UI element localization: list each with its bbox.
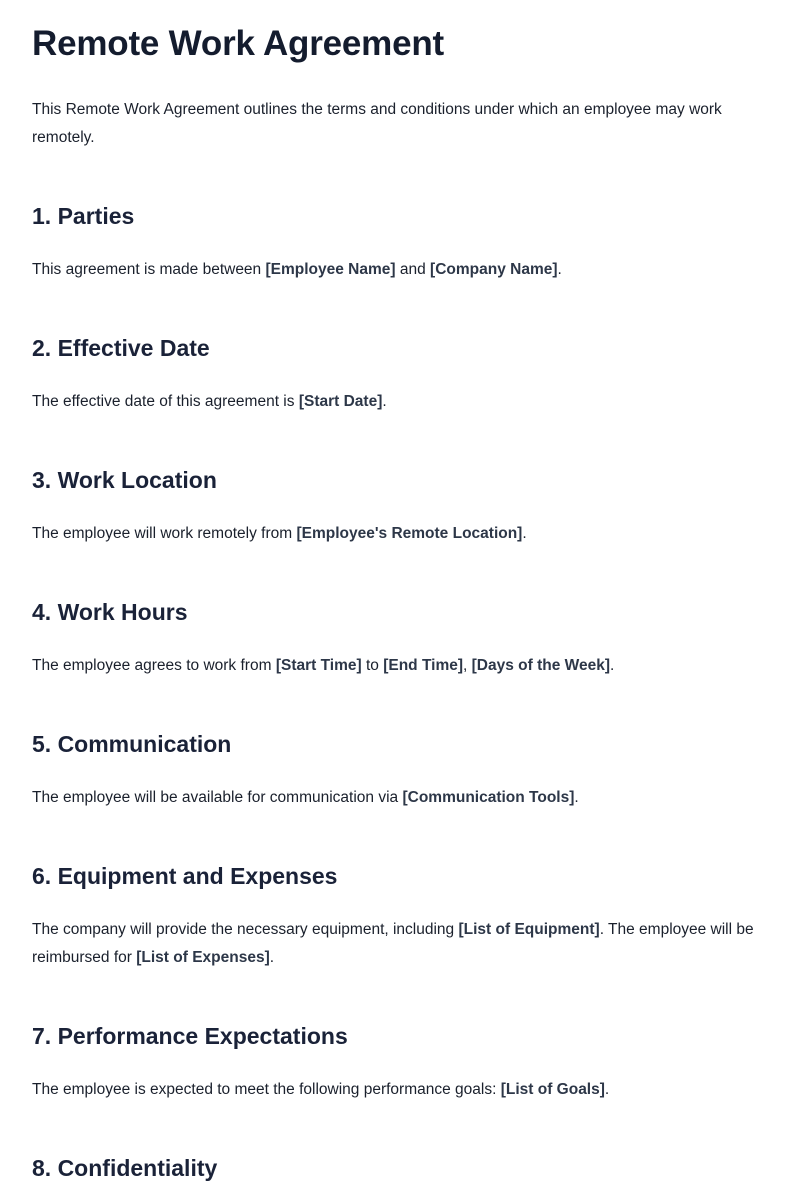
section-body-communication: [32, 784, 762, 812]
body-text: The employee will be available for communication via: [32, 789, 403, 806]
section-heading-work-location: 3. Work Location: [32, 467, 217, 493]
placeholder-list-of-expenses: [List of Expenses]: [136, 949, 270, 966]
body-text: ,: [463, 657, 472, 674]
body-text: . The employee will be reimbursed for: [32, 921, 754, 966]
section-heading-confidentiality: 8. Confidentiality: [32, 1155, 218, 1181]
body-text: and: [395, 261, 431, 278]
placeholder-communication-tools: [Communication Tools]: [402, 789, 575, 806]
body-text: to: [361, 657, 384, 674]
body-text: This agreement is made between: [32, 261, 266, 278]
body-text: .: [604, 1081, 610, 1098]
section-body-equipment-expenses: [32, 916, 762, 972]
placeholder-company-name: [Company Name]: [430, 261, 558, 278]
body-text: .: [522, 525, 527, 542]
body-text: The employee agrees to work from: [32, 657, 276, 674]
body-text: .: [382, 393, 387, 410]
body-text: .: [269, 949, 275, 966]
body-text: The company will provide the necessary equipment, including: [32, 921, 459, 938]
section-body-work-location: [32, 520, 762, 548]
body-text: The effective date of this agreement is: [32, 393, 299, 410]
section-heading-effective-date: 2. Effective Date: [32, 335, 210, 361]
body-text: .: [557, 261, 562, 278]
placeholder-end-time: [End Time]: [383, 657, 464, 674]
placeholder-list-of-goals: [List of Goals]: [500, 1081, 605, 1098]
section-heading-performance: 7. Performance Expectations: [32, 1023, 348, 1049]
section-body-effective-date: [32, 388, 762, 416]
section-heading-parties: 1. Parties: [32, 203, 135, 229]
section-body-work-hours: [32, 652, 762, 680]
placeholder-days-of-week: [Days of the Week]: [471, 657, 611, 674]
document-title: Remote Work Agreement: [32, 24, 445, 63]
section-heading-work-hours: 4. Work Hours: [32, 599, 188, 625]
placeholder-employee-name: [Employee Name]: [265, 261, 396, 278]
placeholder-remote-location: [Employee's Remote Location]: [296, 525, 523, 542]
section-heading-equipment-expenses: 6. Equipment and Expenses: [32, 863, 338, 889]
body-text: The employee will work remotely from: [32, 525, 297, 542]
body-text: .: [574, 789, 579, 806]
section-body-performance: [32, 1076, 762, 1104]
intro-paragraph: This Remote Work Agreement outlines the terms and conditions under which an employee may work remotely.: [32, 101, 722, 146]
placeholder-list-of-equipment: [List of Equipment]: [458, 921, 600, 938]
section-body-parties: [32, 256, 762, 284]
placeholder-start-date: [Start Date]: [298, 393, 383, 410]
body-text: .: [610, 657, 615, 674]
placeholder-start-time: [Start Time]: [275, 657, 362, 674]
body-text: The employee is expected to meet the following performance goals:: [32, 1081, 501, 1098]
section-heading-communication: 5. Communication: [32, 731, 232, 757]
